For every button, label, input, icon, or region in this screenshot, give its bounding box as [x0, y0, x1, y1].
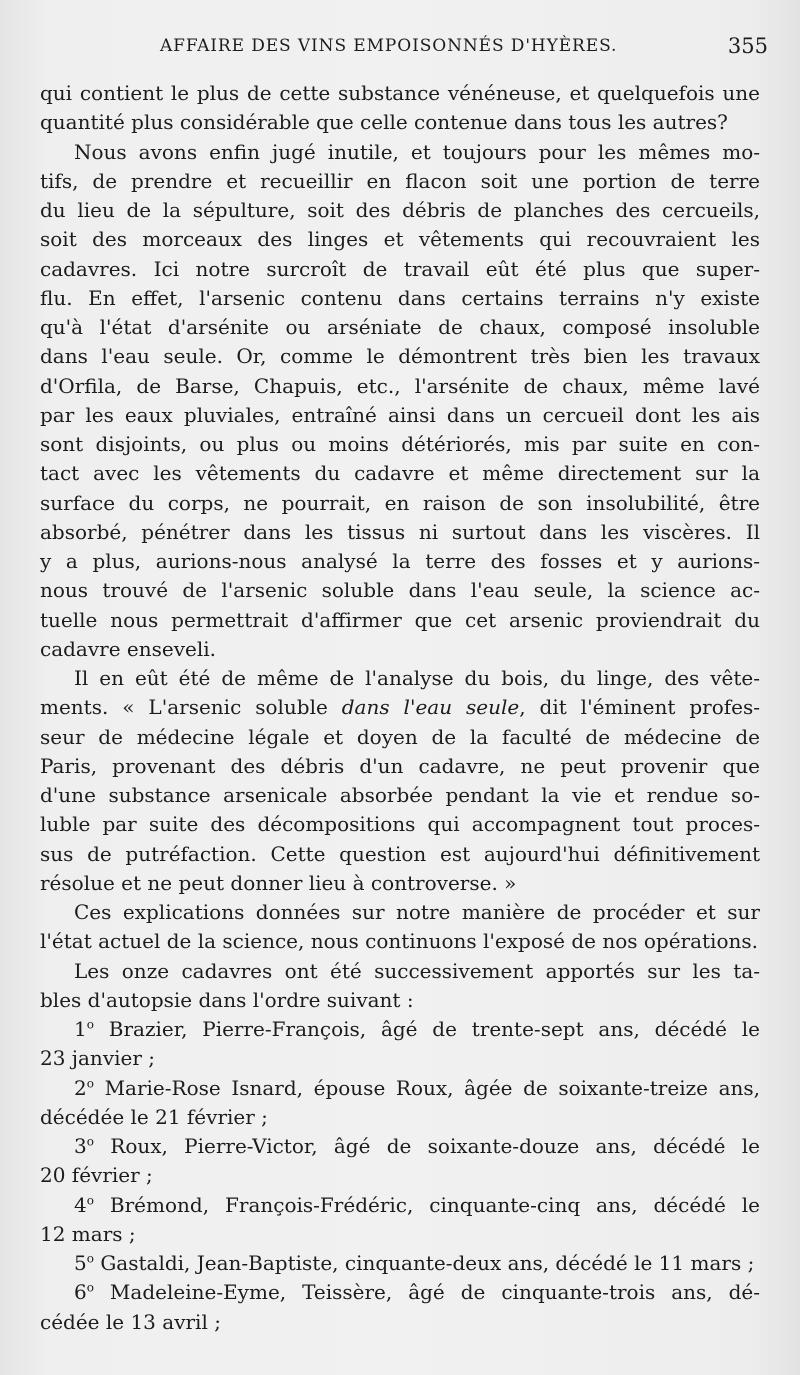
- text-line: absorbé, pénétrer dans les tissus ni surtout dans les viscères. Il: [40, 519, 760, 544]
- body-text: [40, 79, 760, 1337]
- text-line: 1$^o$ Brazier, Pierre-François, âgé de trente-sept ans, décédé le: [74, 1017, 760, 1041]
- text-line: soit des morceaux des linges et vêtements qui recouvraient les: [40, 227, 760, 252]
- list-item: [40, 1132, 760, 1191]
- text-line: du lieu de la sépulture, soit des débris de planches des cercueils,: [40, 198, 760, 222]
- text-line: cadavre enseveli.: [40, 636, 217, 661]
- text-line: ments. « L'arsenic soluble dans l'eau seule, dit l'éminent profes-: [40, 695, 760, 720]
- text-line: seur de médecine légale et doyen de la faculté de médecine de: [40, 724, 760, 749]
- page-header: [0, 36, 800, 66]
- text-line: Il en eût été de même de l'analyse du bois, du linge, des vête-: [74, 666, 760, 690]
- text-line: 6$^o$ Madeleine-Eyme, Teissère, âgé de cinquante-trois ans, dé-: [74, 1280, 760, 1305]
- text-line: l'état actuel de la science, nous continuons l'exposé de nos opérations.: [40, 929, 758, 954]
- paragraph: [40, 898, 760, 957]
- text-line: d'Orfila, de Barse, Chapuis, etc., l'arsénite de chaux, même lavé: [40, 373, 760, 398]
- text-line: sus de putréfaction. Cette question est aujourd'hui définitivement: [40, 841, 760, 866]
- text-line: 23 janvier ;: [40, 1046, 155, 1071]
- text-line: Les onze cadavres ont été successivement apportés sur les ta-: [74, 958, 760, 983]
- list-item-number: 5$^o$: [74, 1251, 94, 1275]
- text-line: qui contient le plus de cette substance vénéneuse, et quelquefois une: [40, 81, 760, 105]
- text-line: dans l'eau seule. Or, comme le démontrent très bien les travaux: [40, 344, 760, 369]
- text-line: par les eaux pluviales, entraîné ainsi dans un cercueil dont les ais: [40, 402, 760, 427]
- text-line: quantité plus considérable que celle contenue dans tous les autres?: [40, 110, 728, 135]
- text-line: 5$^o$ Gastaldi, Jean-Baptiste, cinquante-deux ans, décédé le 11 mars ;: [74, 1251, 755, 1275]
- text-line: y a plus, aurions-nous analysé la terre des fosses et y aurions-: [40, 549, 760, 573]
- text-line: qu'à l'état d'arsénite ou arséniate de chaux, composé insoluble: [40, 315, 760, 339]
- text-line: Ces explications données sur notre manière de procéder et sur: [74, 900, 760, 924]
- list-item-number: 2$^o$: [74, 1075, 94, 1100]
- text-line: sont disjoints, ou plus ou moins détériorés, mis par suite en con-: [40, 432, 760, 456]
- text-line: Paris, provenant des débris d'un cadavre, ne peut provenir que: [40, 753, 760, 778]
- italic-phrase: dans l'eau seule: [341, 695, 520, 720]
- list-item: [40, 1015, 760, 1074]
- list-item: [40, 1074, 760, 1133]
- text-line: décédée le 21 février ;: [40, 1104, 268, 1129]
- text-line: cadavres. Ici notre surcroît de travail eût été plus que super-: [40, 256, 760, 281]
- list-item-number: 3$^o$: [74, 1134, 94, 1158]
- list-item: [40, 1278, 760, 1337]
- paragraph: [40, 664, 760, 898]
- text-line: tact avec les vêtements du cadavre et même directement sur la: [40, 461, 760, 486]
- running-title: AFFAIRE DES VINS EMPOISONNÉS D'HYÈRES.: [160, 36, 618, 56]
- text-line: flu. En effet, l'arsenic contenu dans certains terrains n'y existe: [40, 285, 760, 310]
- text-line: 4$^o$ Brémond, François-Frédéric, cinquante-cinq ans, décédé le: [74, 1192, 760, 1217]
- text-line: 12 mars ;: [40, 1221, 136, 1246]
- text-line: 2$^o$ Marie-Rose Isnard, épouse Roux, âgée de soixante-treize ans,: [74, 1075, 760, 1100]
- list-item: [40, 1191, 760, 1250]
- list-item-number: 1$^o$: [74, 1017, 94, 1041]
- text-line: résolue et ne peut donner lieu à controverse. »: [40, 870, 517, 895]
- text-line: bles d'autopsie dans l'ordre suivant :: [40, 987, 414, 1012]
- text-line: tuelle nous permettrait d'affirmer que cet arsenic proviendrait du: [40, 607, 760, 632]
- list-item: [40, 1249, 760, 1278]
- text-line: tifs, de prendre et recueillir en flacon soit une portion de terre: [40, 168, 760, 193]
- page-number: 355: [727, 34, 768, 58]
- text-line: d'une substance arsenicale absorbée pendant la vie et rendue so-: [40, 783, 760, 807]
- text-line: 20 février ;: [40, 1163, 153, 1188]
- paragraph: [40, 957, 760, 1016]
- list-item-number: 6$^o$: [74, 1280, 94, 1305]
- text-line: nous trouvé de l'arsenic soluble dans l'eau seule, la science ac-: [40, 578, 760, 603]
- list-item-number: 4$^o$: [74, 1192, 94, 1217]
- text-line: luble par suite des décompositions qui accompagnent tout proces-: [40, 812, 760, 837]
- text-line: surface du corps, ne pourrait, en raison de son insolubilité, être: [40, 490, 760, 515]
- text-line: 3$^o$ Roux, Pierre-Victor, âgé de soixante-douze ans, décédé le: [74, 1134, 760, 1158]
- text-line: Nous avons enfin jugé inutile, et toujours pour les mêmes mo-: [74, 139, 760, 164]
- text-line: cédée le 13 avril ;: [40, 1309, 221, 1334]
- paragraph: [40, 79, 760, 138]
- paragraph: [40, 138, 760, 665]
